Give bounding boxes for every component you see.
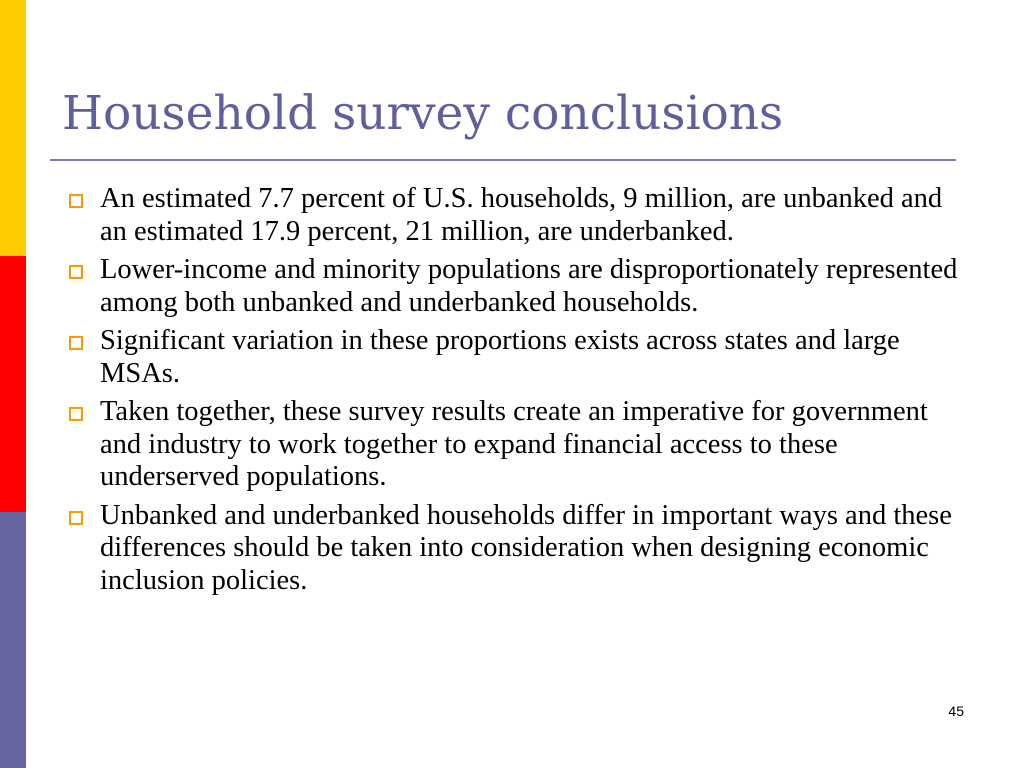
side-bar-purple-segment [0,512,26,768]
bullet-text: An estimated 7.7 percent of U.S. households, 9 million, are unbanked and an estimated 17.9 percent, 21 million, are underbanked. [100,183,943,247]
bullet-item [62,254,972,319]
hollow-square-bullet-icon [69,336,83,350]
side-bar-red-segment [0,256,26,512]
bullet-item [62,325,972,390]
hollow-square-bullet-icon [69,511,83,525]
bullet-item [62,500,972,598]
bullet-text: Significant variation in these proportions exists across states and large MSAs. [100,325,900,389]
page-number: 45 [948,703,964,719]
slide-title: Household survey conclusions [62,86,784,141]
bullet-list [62,183,972,603]
bullet-text: Lower-income and minority populations are disproportionately represented among both unbanked and underbanked households. [100,254,958,318]
side-bar-yellow-segment [0,0,26,256]
bullet-item [62,396,972,494]
hollow-square-bullet-icon [69,407,83,421]
bullet-text: Taken together, these survey results create an imperative for government and industry to work together to expand financial access to these underserved populations. [100,396,928,492]
bullet-item [62,183,972,248]
title-divider [50,159,956,161]
hollow-square-bullet-icon [69,194,83,208]
hollow-square-bullet-icon [69,265,83,279]
bullet-text: Unbanked and underbanked households differ in important ways and these differences should be taken into consideration when designing economic inclusion policies. [100,499,952,596]
